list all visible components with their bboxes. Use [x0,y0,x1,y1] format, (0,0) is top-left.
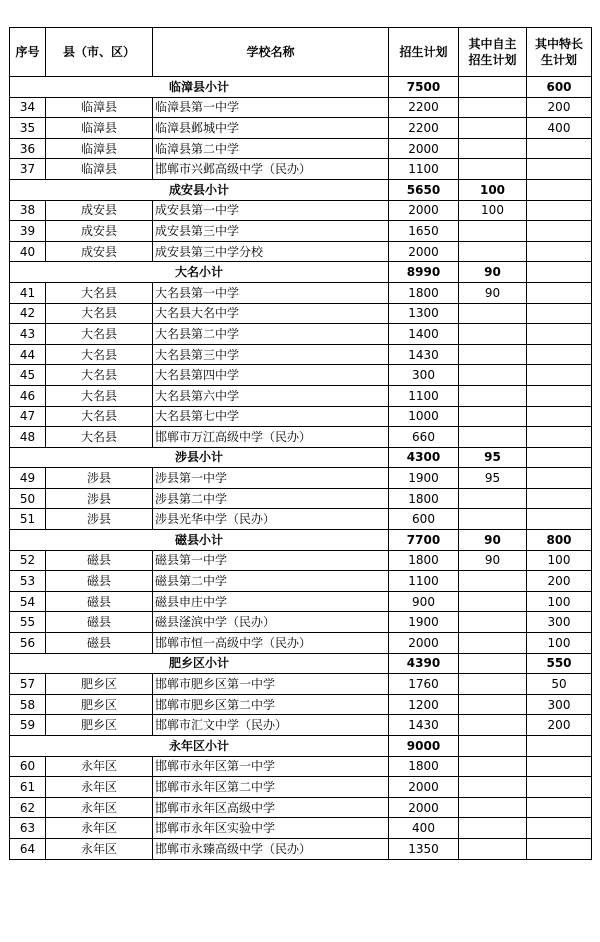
special-plan-cell [527,777,592,798]
seq-cell: 61 [10,777,46,798]
plan-cell: 1800 [389,550,459,571]
self-plan-cell [459,674,527,695]
county-cell: 大名县 [46,406,153,427]
self-plan-cell [459,324,527,345]
table-row [10,488,592,509]
plan-cell: 1100 [389,385,459,406]
table-row [10,385,592,406]
county-cell: 大名县 [46,282,153,303]
county-cell: 临漳县 [46,159,153,180]
plan-cell: 1760 [389,674,459,695]
self-plan-cell [459,427,527,448]
seq-cell: 45 [10,365,46,386]
county-cell: 磁县 [46,633,153,654]
subtotal-label: 临漳县小计 [10,77,389,98]
self-plan-cell [459,612,527,633]
seq-cell: 52 [10,550,46,571]
plan-cell: 1800 [389,756,459,777]
seq-cell: 55 [10,612,46,633]
subtotal-plan: 5650 [389,179,459,200]
seq-cell: 42 [10,303,46,324]
subtotal-plan: 7700 [389,530,459,551]
school-cell: 大名县第二中学 [153,324,389,345]
self-plan-cell: 95 [459,468,527,489]
plan-cell: 1650 [389,221,459,242]
self-plan-cell [459,777,527,798]
table-row [10,324,592,345]
plan-cell: 1100 [389,571,459,592]
header-seq: 序号 [10,28,46,77]
seq-cell: 62 [10,797,46,818]
school-cell: 大名县大名中学 [153,303,389,324]
county-cell: 肥乡区 [46,674,153,695]
plan-cell: 1430 [389,344,459,365]
seq-cell: 35 [10,118,46,139]
table-row [10,303,592,324]
self-plan-cell [459,591,527,612]
special-plan-cell [527,838,592,859]
county-cell: 成安县 [46,221,153,242]
plan-cell: 1900 [389,468,459,489]
special-plan-cell [527,344,592,365]
self-plan-cell [459,365,527,386]
table-row [10,694,592,715]
seq-cell: 54 [10,591,46,612]
school-cell: 磁县滏滨中学（民办） [153,612,389,633]
header-school: 学校名称 [153,28,389,77]
table-row [10,118,592,139]
table-row [10,365,592,386]
subtotal-plan: 9000 [389,736,459,757]
special-plan-cell: 50 [527,674,592,695]
subtotal-label: 大名小计 [10,262,389,283]
special-plan-cell [527,756,592,777]
plan-cell: 900 [389,591,459,612]
subtotal-label: 肥乡区小计 [10,653,389,674]
self-plan-cell: 100 [459,200,527,221]
table-row [10,97,592,118]
table-row [10,612,592,633]
self-plan-cell: 90 [459,550,527,571]
subtotal-row [10,530,592,551]
self-plan-cell [459,715,527,736]
subtotal-plan: 4300 [389,447,459,468]
special-plan-cell: 400 [527,118,592,139]
school-cell: 邯郸市汇文中学（民办） [153,715,389,736]
self-plan-cell [459,406,527,427]
county-cell: 磁县 [46,612,153,633]
seq-cell: 48 [10,427,46,448]
subtotal-special-plan [527,447,592,468]
school-cell: 邯郸市永年区第二中学 [153,777,389,798]
school-cell: 成安县第一中学 [153,200,389,221]
subtotal-special-plan: 550 [527,653,592,674]
table-row [10,200,592,221]
table-row [10,241,592,262]
special-plan-cell: 100 [527,591,592,612]
school-cell: 涉县第一中学 [153,468,389,489]
plan-cell: 2000 [389,777,459,798]
school-cell: 邯郸市永臻高级中学（民办） [153,838,389,859]
county-cell: 大名县 [46,303,153,324]
plan-cell: 2000 [389,633,459,654]
seq-cell: 57 [10,674,46,695]
special-plan-cell [527,406,592,427]
school-cell: 磁县第一中学 [153,550,389,571]
county-cell: 临漳县 [46,138,153,159]
school-cell: 临漳县邺城中学 [153,118,389,139]
plan-cell: 2000 [389,241,459,262]
table-row [10,591,592,612]
plan-cell: 1350 [389,838,459,859]
county-cell: 磁县 [46,591,153,612]
seq-cell: 50 [10,488,46,509]
self-plan-cell [459,385,527,406]
special-plan-cell [527,797,592,818]
self-plan-cell [459,344,527,365]
plan-cell: 1800 [389,488,459,509]
self-plan-cell [459,571,527,592]
header-self-plan [459,28,527,77]
subtotal-label: 永年区小计 [10,736,389,757]
self-plan-cell [459,138,527,159]
county-cell: 涉县 [46,488,153,509]
header-self-plan-text: 其中自主招生计划 [468,37,517,67]
subtotal-row [10,262,592,283]
table-row [10,571,592,592]
table-row [10,509,592,530]
seq-cell: 64 [10,838,46,859]
subtotal-row [10,447,592,468]
seq-cell: 56 [10,633,46,654]
table-row [10,715,592,736]
self-plan-cell [459,756,527,777]
self-plan-cell [459,303,527,324]
seq-cell: 46 [10,385,46,406]
subtotal-plan: 7500 [389,77,459,98]
self-plan-cell [459,221,527,242]
school-cell: 邯郸市肥乡区第二中学 [153,694,389,715]
special-plan-cell [527,200,592,221]
seq-cell: 51 [10,509,46,530]
plan-cell: 2200 [389,118,459,139]
plan-cell: 660 [389,427,459,448]
special-plan-cell: 300 [527,694,592,715]
seq-cell: 59 [10,715,46,736]
school-cell: 大名县第六中学 [153,385,389,406]
self-plan-cell [459,97,527,118]
subtotal-row [10,653,592,674]
plan-cell: 1800 [389,282,459,303]
county-cell: 成安县 [46,200,153,221]
county-cell: 永年区 [46,818,153,839]
county-cell: 大名县 [46,385,153,406]
header-row [10,28,592,77]
plan-cell: 1430 [389,715,459,736]
special-plan-cell: 300 [527,612,592,633]
county-cell: 成安县 [46,241,153,262]
plan-cell: 1100 [389,159,459,180]
self-plan-cell [459,633,527,654]
subtotal-self-plan: 95 [459,447,527,468]
special-plan-cell [527,365,592,386]
table-row [10,756,592,777]
table-row [10,406,592,427]
subtotal-self-plan: 90 [459,530,527,551]
special-plan-cell [527,818,592,839]
special-plan-cell [527,468,592,489]
plan-cell: 2000 [389,138,459,159]
seq-cell: 41 [10,282,46,303]
subtotal-special-plan: 600 [527,77,592,98]
school-cell: 邯郸市永年区实验中学 [153,818,389,839]
subtotal-label: 磁县小计 [10,530,389,551]
county-cell: 磁县 [46,550,153,571]
county-cell: 永年区 [46,756,153,777]
special-plan-cell [527,282,592,303]
county-cell: 大名县 [46,324,153,345]
special-plan-cell [527,303,592,324]
table-row [10,633,592,654]
special-plan-cell [527,241,592,262]
seq-cell: 53 [10,571,46,592]
school-cell: 邯郸市兴邺高级中学（民办） [153,159,389,180]
table-row [10,674,592,695]
header-special-plan [527,28,592,77]
plan-cell: 1200 [389,694,459,715]
county-cell: 大名县 [46,427,153,448]
header-plan: 招生计划 [389,28,459,77]
subtotal-self-plan [459,653,527,674]
school-cell: 大名县第三中学 [153,344,389,365]
self-plan-cell: 90 [459,282,527,303]
special-plan-cell: 200 [527,571,592,592]
plan-cell: 1900 [389,612,459,633]
school-cell: 大名县第四中学 [153,365,389,386]
special-plan-cell [527,385,592,406]
seq-cell: 39 [10,221,46,242]
self-plan-cell [459,159,527,180]
subtotal-plan: 8990 [389,262,459,283]
special-plan-cell [527,221,592,242]
county-cell: 永年区 [46,777,153,798]
school-cell: 邯郸市永年区第一中学 [153,756,389,777]
header-special-plan-text: 其中特长生计划 [534,37,583,67]
subtotal-self-plan: 100 [459,179,527,200]
table-row [10,838,592,859]
seq-cell: 44 [10,344,46,365]
plan-cell: 2000 [389,797,459,818]
self-plan-cell [459,818,527,839]
self-plan-cell [459,118,527,139]
self-plan-cell [459,797,527,818]
county-cell: 磁县 [46,571,153,592]
special-plan-cell: 100 [527,550,592,571]
school-cell: 成安县第三中学分校 [153,241,389,262]
school-cell: 邯郸市万江高级中学（民办） [153,427,389,448]
school-cell: 成安县第三中学 [153,221,389,242]
county-cell: 临漳县 [46,118,153,139]
subtotal-self-plan: 90 [459,262,527,283]
table-row [10,818,592,839]
seq-cell: 36 [10,138,46,159]
special-plan-cell [527,488,592,509]
table-row [10,468,592,489]
subtotal-special-plan: 800 [527,530,592,551]
plan-cell: 300 [389,365,459,386]
county-cell: 肥乡区 [46,694,153,715]
table-row [10,797,592,818]
seq-cell: 63 [10,818,46,839]
self-plan-cell [459,509,527,530]
county-cell: 大名县 [46,344,153,365]
special-plan-cell [527,324,592,345]
subtotal-row [10,179,592,200]
school-cell: 涉县光华中学（民办） [153,509,389,530]
seq-cell: 58 [10,694,46,715]
subtotal-row [10,77,592,98]
plan-cell: 2000 [389,200,459,221]
seq-cell: 49 [10,468,46,489]
table-row [10,159,592,180]
county-cell: 大名县 [46,365,153,386]
table-row [10,427,592,448]
special-plan-cell [527,509,592,530]
self-plan-cell [459,694,527,715]
plan-cell: 600 [389,509,459,530]
self-plan-cell [459,488,527,509]
seq-cell: 37 [10,159,46,180]
subtotal-special-plan [527,736,592,757]
table-row [10,221,592,242]
self-plan-cell [459,241,527,262]
school-cell: 磁县第二中学 [153,571,389,592]
subtotal-label: 涉县小计 [10,447,389,468]
plan-cell: 400 [389,818,459,839]
county-cell: 肥乡区 [46,715,153,736]
seq-cell: 43 [10,324,46,345]
seq-cell: 47 [10,406,46,427]
school-cell: 磁县申庄中学 [153,591,389,612]
seq-cell: 38 [10,200,46,221]
table-row [10,138,592,159]
school-cell: 大名县第七中学 [153,406,389,427]
table-body [10,77,592,860]
county-cell: 涉县 [46,509,153,530]
special-plan-cell: 100 [527,633,592,654]
subtotal-self-plan [459,736,527,757]
county-cell: 临漳县 [46,97,153,118]
school-cell: 临漳县第二中学 [153,138,389,159]
subtotal-self-plan [459,77,527,98]
special-plan-cell [527,159,592,180]
self-plan-cell [459,838,527,859]
school-cell: 邯郸市永年区高级中学 [153,797,389,818]
county-cell: 永年区 [46,797,153,818]
plan-cell: 1300 [389,303,459,324]
enrollment-plan-table [9,27,592,860]
special-plan-cell: 200 [527,715,592,736]
table-row [10,282,592,303]
plan-cell: 2200 [389,97,459,118]
seq-cell: 40 [10,241,46,262]
subtotal-special-plan [527,179,592,200]
school-cell: 临漳县第一中学 [153,97,389,118]
seq-cell: 34 [10,97,46,118]
school-cell: 大名县第一中学 [153,282,389,303]
special-plan-cell: 200 [527,97,592,118]
seq-cell: 60 [10,756,46,777]
special-plan-cell [527,138,592,159]
enrollment-plan-sheet [9,27,591,860]
school-cell: 邯郸市恒一高级中学（民办） [153,633,389,654]
subtotal-plan: 4390 [389,653,459,674]
table-row [10,550,592,571]
county-cell: 涉县 [46,468,153,489]
school-cell: 邯郸市肥乡区第一中学 [153,674,389,695]
special-plan-cell [527,427,592,448]
plan-cell: 1400 [389,324,459,345]
subtotal-special-plan [527,262,592,283]
table-row [10,777,592,798]
plan-cell: 1000 [389,406,459,427]
table-row [10,344,592,365]
school-cell: 涉县第二中学 [153,488,389,509]
header-county: 县（市、区） [46,28,153,77]
subtotal-label: 成安县小计 [10,179,389,200]
county-cell: 永年区 [46,838,153,859]
subtotal-row [10,736,592,757]
